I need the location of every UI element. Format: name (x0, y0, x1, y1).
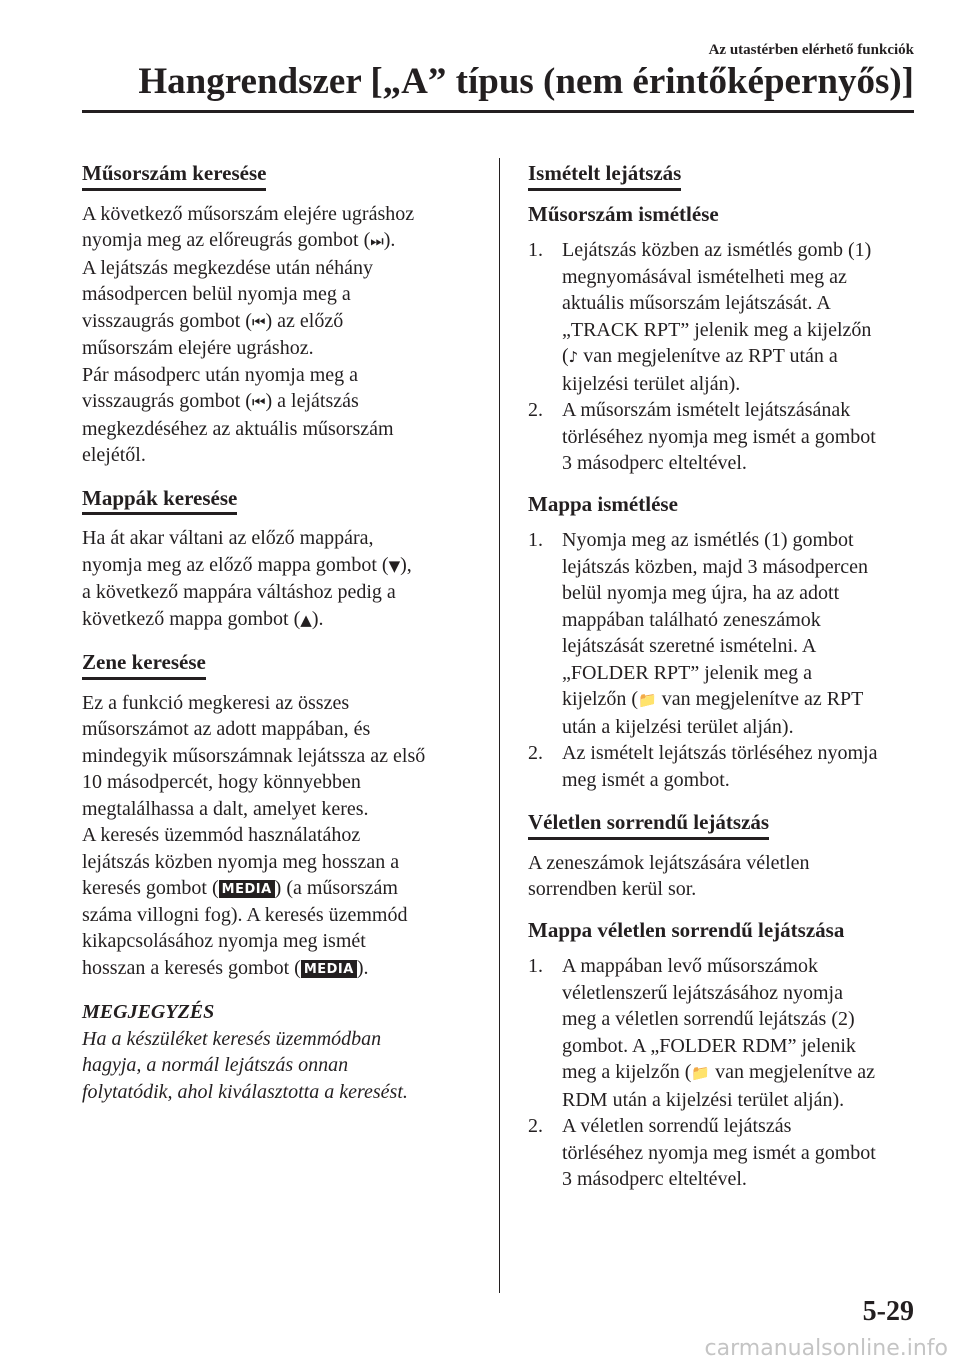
text-line: műsorszámot az adott mappában, és (82, 718, 371, 740)
section-folder-search (82, 483, 478, 634)
folder-up-icon: ▲ (300, 610, 312, 629)
text-line: Lejátszás közben az ismétlés gomb (1) (562, 239, 872, 261)
text-line: 3 másodperc elteltével. (562, 452, 747, 474)
paragraph (82, 525, 478, 633)
text-fragment: visszaugrás gombot ( (82, 309, 252, 332)
text-line: a következő mappára váltáshoz pedig a (82, 581, 396, 603)
folder-down-icon: ▼ (388, 556, 401, 575)
list-item (528, 237, 920, 397)
text-fragment: hosszan a keresés gombot ( (82, 956, 301, 979)
text-fragment: ( (562, 345, 569, 367)
list-item (528, 740, 920, 793)
text-line: 10 másodpercét, hogy könnyebben (82, 771, 361, 793)
text-line (82, 875, 478, 902)
skip-forward-icon: ⏭ (370, 232, 384, 250)
text-fragment: ) az előző (265, 309, 344, 332)
text-fragment: ), (400, 553, 412, 576)
header-subtitle: Az utastérben elérhető funkciók (708, 42, 914, 58)
note-box (82, 999, 478, 1105)
text-line: A zeneszámok lejátszására véletlen (528, 851, 810, 874)
text-line (562, 1059, 920, 1087)
text-line: törléséhez nyomja meg ismét a gombot (562, 1141, 876, 1164)
text-line (82, 308, 478, 336)
text-line: lejátszás közben nyomja meg hosszan a (82, 850, 400, 873)
text-line: belül nyomja meg újra, ha az adott (562, 582, 840, 604)
list-item (528, 527, 920, 740)
list-number: 1. (528, 529, 543, 551)
sub-heading: Műsorszám ismétlése (528, 201, 719, 226)
text-fragment: kijelzőn ( (562, 688, 639, 710)
list-item (528, 953, 920, 1113)
note-label: MEGJEGYZÉS (82, 1001, 215, 1023)
right-column (528, 158, 920, 1207)
text-fragment: ) (a műsorszám (274, 877, 398, 899)
text-line: másodpercen belül nyomja meg a (82, 283, 351, 305)
list-number: 2. (528, 399, 543, 421)
text-line: 3 másodperc elteltével. (562, 1168, 747, 1190)
text-fragment: meg a kijelzőn ( (562, 1061, 692, 1083)
section-track-search (82, 158, 478, 469)
text-fragment: nyomja meg az előző mappa gombot ( (82, 553, 389, 576)
text-line: elejétől. (82, 444, 146, 466)
text-line: A műsorszám ismételt lejátszásának (562, 399, 851, 421)
column-divider (499, 158, 500, 1293)
text-fragment: van megjelenítve az RPT után a (583, 345, 838, 367)
text-line: „FOLDER RPT” jelenik meg a (562, 661, 812, 684)
text-line: A keresés üzemmód használatához (82, 824, 361, 846)
text-line: megkezdéséhez az aktuális műsorszám (82, 417, 394, 440)
text-line: műsorszám elejére ugráshoz. (82, 337, 314, 359)
text-line: aktuális műsorszám lejátszását. A (562, 292, 831, 314)
skip-back-icon: ⏮ (251, 312, 266, 331)
section-heading: Véletlen sorrendű lejátszás (528, 809, 769, 840)
text-fragment: van megjelenítve az (715, 1061, 876, 1083)
text-fragment: ). (383, 229, 396, 251)
text-line (562, 343, 920, 371)
numbered-list (528, 237, 920, 477)
text-line (82, 227, 478, 255)
paragraph (82, 690, 478, 982)
text-fragment: van megjelenítve az RPT (661, 688, 864, 710)
text-line: hagyja, a normál lejátszás onnan (82, 1054, 349, 1076)
text-fragment: visszaugrás gombot ( (82, 390, 252, 412)
list-number: 2. (528, 742, 543, 764)
skip-back-icon: ⏮ (251, 393, 266, 411)
text-fragment: ). (356, 956, 369, 979)
list-item (528, 397, 920, 477)
section-heading: Műsorszám keresése (82, 160, 266, 191)
text-fragment: keresés gombot ( (82, 877, 219, 899)
media-button-icon: MEDIA (219, 880, 275, 898)
list-number: 1. (528, 239, 543, 261)
text-line: Ez a funkció megkeresi az összes (82, 691, 350, 714)
folder-icon: 📁 (638, 691, 657, 709)
text-line: törléséhez nyomja meg ismét a gombot (562, 425, 876, 448)
text-line: véletlenszerű lejátszásához nyomja (562, 981, 843, 1004)
text-fragment: következő mappa gombot ( (82, 607, 301, 630)
text-line (562, 686, 920, 714)
list-number: 1. (528, 955, 543, 977)
text-line: megtalálhassa a dalt, amelyet keres. (82, 797, 369, 820)
text-line: száma villogni fog). A keresés üzemmód (82, 903, 408, 926)
numbered-list (528, 527, 920, 793)
text-line: lejátszását szeretné ismételni. A (562, 635, 817, 657)
text-line: mappában található zeneszámok (562, 608, 821, 631)
paragraph (82, 201, 478, 469)
page-title: Hangrendszer [„A” típus (nem érintőképernyős)] (138, 61, 914, 102)
text-line: meg ismét a gombot. (562, 768, 730, 791)
section-music-scan (82, 647, 478, 981)
numbered-list (528, 953, 920, 1193)
text-fragment: nyomja meg az előreugrás gombot ( (82, 229, 371, 251)
text-fragment: ). (311, 607, 324, 630)
sub-heading: Mappa véletlen sorrendű lejátszása (528, 917, 845, 942)
list-number: 2. (528, 1115, 543, 1137)
text-line: Nyomja meg az ismétlés (1) gombot (562, 529, 854, 551)
text-line: lejátszás közben, majd 3 másodpercen (562, 555, 868, 578)
text-line: sorrendben kerül sor. (528, 878, 697, 900)
header-rule (82, 110, 914, 113)
text-line: kijelzési terület alján). (562, 372, 741, 395)
section-heading: Mappák keresése (82, 485, 237, 516)
text-line: A véletlen sorrendű lejátszás (562, 1115, 792, 1137)
text-line: kikapcsolásához nyomja meg ismét (82, 930, 366, 952)
text-line: Pár másodperc után nyomja meg a (82, 363, 359, 386)
text-line (82, 955, 478, 982)
text-line: Ha át akar váltani az előző mappára, (82, 527, 374, 549)
music-note-icon: ♪ (568, 348, 579, 366)
text-fragment: ) a lejátszás (265, 390, 359, 412)
section-heading: Zene keresése (82, 649, 206, 680)
left-column (82, 158, 478, 1105)
watermark: carmanualsonline.info (704, 1336, 948, 1361)
text-line (82, 388, 478, 416)
text-line: „TRACK RPT” jelenik meg a kijelzőn (562, 318, 872, 341)
media-button-icon: MEDIA (301, 960, 357, 978)
text-line: A következő műsorszám elejére ugráshoz (82, 202, 415, 225)
list-item (528, 1113, 920, 1193)
text-line: mindegyik műsorszámnak lejátssza az első (82, 744, 426, 767)
text-line: után a kijelzési terület alján). (562, 715, 794, 738)
text-line: A lejátszás megkezdése után néhány (82, 256, 373, 279)
folder-icon: 📁 (691, 1064, 711, 1082)
text-line: Az ismételt lejátszás törléséhez nyomja (562, 742, 878, 764)
text-line: RDM után a kijelzési terület alján). (562, 1088, 845, 1111)
paragraph (528, 850, 920, 903)
text-line (82, 606, 478, 634)
page-number: 5-29 (862, 1296, 914, 1327)
text-line: A mappában levő műsorszámok (562, 955, 819, 977)
text-line: Ha a készüléket keresés üzemmódban (82, 1027, 382, 1050)
sub-heading: Mappa ismétlése (528, 491, 678, 516)
text-line: megnyomásával ismételheti meg az (562, 265, 847, 288)
text-line: folytatódik, ahol kiválasztotta a keresést. (82, 1080, 408, 1103)
section-heading: Ismételt lejátszás (528, 160, 681, 191)
text-line: meg a véletlen sorrendű lejátszás (2) (562, 1008, 855, 1030)
text-line (82, 552, 478, 580)
text-line: gombot. A „FOLDER RDM” jelenik (562, 1034, 856, 1057)
